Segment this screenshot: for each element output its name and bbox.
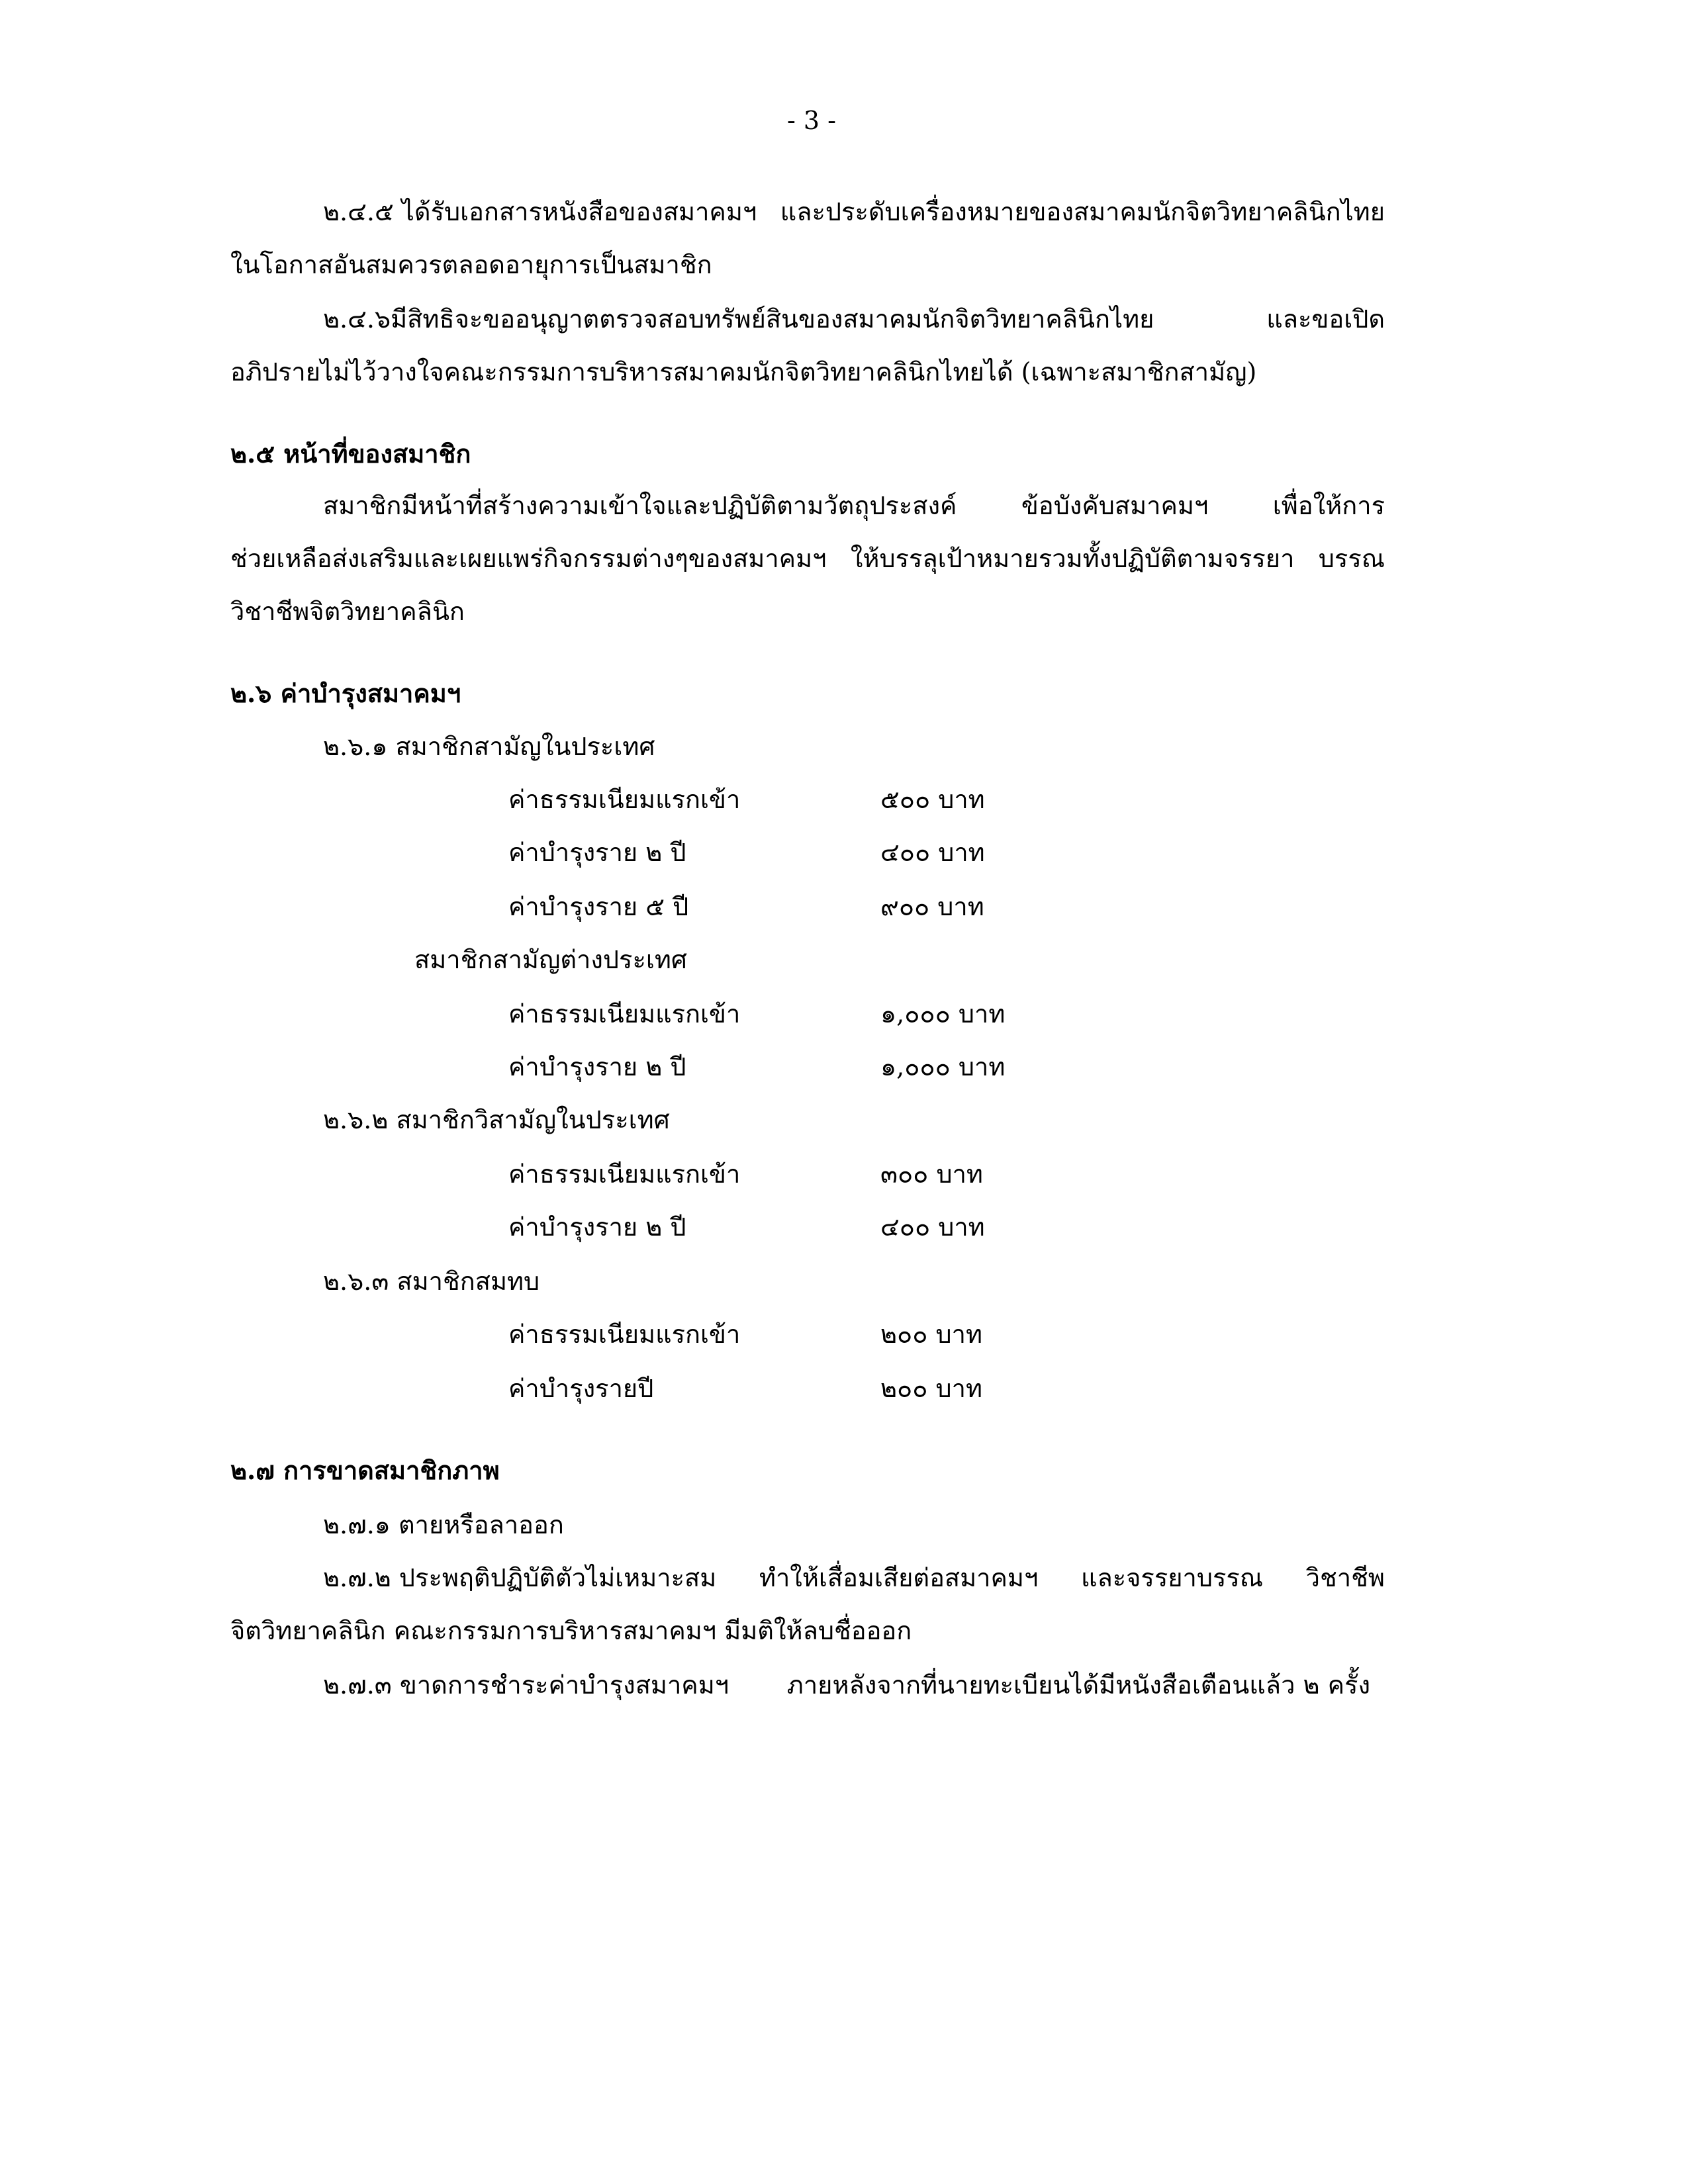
text-segment: และขอเปิด: [1266, 304, 1385, 334]
fee-amount: ๓๐๐ บาท: [880, 1160, 983, 1189]
fee-group-title: ๒.๖.๒ สมาชิกวิสามัญในประเทศ: [323, 1105, 670, 1134]
fee-label: ค่าบำรุงราย ๒ ปี: [508, 1052, 686, 1081]
paragraph-2-4-5-line-2: ในโอกาสอันสมควรตลอดอายุการเป็นสมาชิก: [230, 250, 712, 279]
fee-amount: ๒๐๐ บาท: [880, 1320, 983, 1349]
text-segment: ช่วยเหลือส่งเสริมและเผยแพร่กิจกรรมต่างๆของสมาคมฯ: [230, 544, 827, 573]
paragraph-2-4-6-line-2: อภิปรายไม่ไว้วางใจคณะกรรมการบริหารสมาคมนักจิตวิทยาคลินิกไทยได้ (เฉพาะสมาชิกสามัญ): [230, 357, 1257, 387]
section-heading-2-7: ๒.๗ การขาดสมาชิกภาพ: [230, 1455, 500, 1485]
fee-label: ค่าธรรมเนียมแรกเข้า: [508, 1320, 741, 1349]
text-segment: บรรณ: [1318, 544, 1385, 573]
fee-group-title: สมาชิกสามัญต่างประเทศ: [414, 945, 688, 974]
clause-2-7-1: ๒.๗.๑ ตายหรือลาออก: [323, 1510, 564, 1539]
fee-group-title: ๒.๖.๑ สมาชิกสามัญในประเทศ: [323, 732, 655, 761]
fee-label: ค่าบำรุงราย ๒ ปี: [508, 1212, 686, 1242]
fee-group-title: ๒.๖.๓ สมาชิกสมทบ: [323, 1267, 540, 1296]
text-segment: วิชาชีพ: [1305, 1563, 1385, 1592]
text-segment: เพื่อให้การ: [1272, 491, 1385, 520]
paragraph-2-4-5-line-1: [323, 192, 1385, 232]
text-segment: ทำให้เสื่อมเสียต่อสมาคมฯ: [759, 1563, 1039, 1592]
fee-label: ค่าบำรุงราย ๒ ปี: [508, 838, 686, 867]
text-segment: และประดับเครื่องหมายของสมาคมนักจิตวิทยาคลินิกไทย: [780, 197, 1385, 226]
fee-amount: ๙๐๐ บาท: [880, 892, 984, 921]
clause-2-7-3: [323, 1665, 1370, 1705]
fee-amount: ๒๐๐ บาท: [880, 1374, 983, 1403]
paragraph-2-5-line-2: [230, 539, 1385, 578]
section-heading-2-6: ๒.๖ ค่าบำรุงสมาคมฯ: [230, 678, 461, 708]
text-segment: ข้อบังคับสมาคมฯ: [1021, 491, 1209, 520]
section-heading-2-5: ๒.๕ หน้าที่ของสมาชิก: [230, 439, 471, 469]
paragraph-2-5-line-3: วิชาชีพจิตวิทยาคลินิก: [230, 597, 465, 626]
text-segment: ภายหลังจากที่นายทะเบียนได้มีหนังสือเตือนแล้ว ๒ ครั้ง: [786, 1670, 1370, 1700]
fee-amount: ๑,๐๐๐ บาท: [880, 999, 1006, 1028]
fee-label: ค่าธรรมเนียมแรกเข้า: [508, 785, 741, 814]
fee-label: ค่าธรรมเนียมแรกเข้า: [508, 999, 741, 1028]
text-segment: และจรรยาบรรณ: [1080, 1563, 1264, 1592]
clause-2-7-2-line-2: จิตวิทยาคลินิก คณะกรรมการบริหารสมาคมฯ มีมติให้ลบชื่อออก: [230, 1616, 912, 1645]
text-segment: ๒.๗.๒ ประพฤติปฏิบัติตัวไม่เหมาะสม: [323, 1563, 717, 1592]
paragraph-2-5-line-1: [323, 486, 1385, 525]
fee-label: ค่าบำรุงรายปี: [508, 1374, 654, 1403]
text-segment: ๒.๔.๖มีสิทธิจะขออนุญาตตรวจสอบทรัพย์สินของสมาคมนักจิตวิทยาคลินิกไทย: [323, 304, 1154, 334]
clause-2-7-2-line-1: [323, 1558, 1385, 1598]
text-segment: ๒.๔.๕ ได้รับเอกสารหนังสือของสมาคมฯ: [323, 197, 757, 226]
fee-amount: ๕๐๐ บาท: [880, 785, 985, 814]
fee-amount: ๔๐๐ บาท: [880, 1212, 985, 1242]
fee-amount: ๔๐๐ บาท: [880, 838, 985, 867]
fee-label: ค่าบำรุงราย ๕ ปี: [508, 892, 689, 921]
text-segment: ให้บรรลุเป้าหมายรวมทั้งปฏิบัติตามจรรยา: [850, 544, 1295, 573]
fee-amount: ๑,๐๐๐ บาท: [880, 1052, 1006, 1081]
page-number: - 3 -: [786, 106, 836, 135]
fee-label: ค่าธรรมเนียมแรกเข้า: [508, 1160, 741, 1189]
text-segment: ๒.๗.๓ ขาดการชำระค่าบำรุงสมาคมฯ: [323, 1670, 729, 1700]
paragraph-2-4-6-line-1: [323, 299, 1385, 339]
text-segment: สมาชิกมีหน้าที่สร้างความเข้าใจและปฏิบัติตามวัตถุประสงค์: [323, 491, 957, 520]
